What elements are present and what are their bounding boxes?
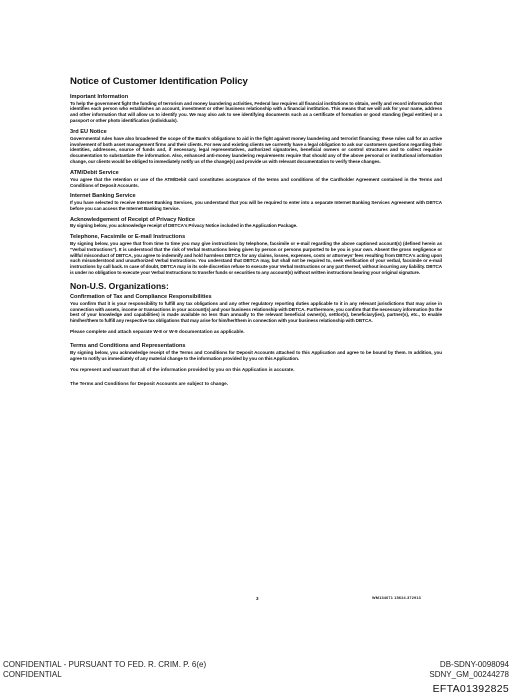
represent-warrant-statement: You represent and warrant that all of the information provided by you on this Application is accurate. xyxy=(70,366,295,372)
footer-confidential-line2: CONFIDENTIAL xyxy=(3,670,62,679)
w8-w9-notice: Please complete and attach separate W-8 or W-9 documentation as applicable. xyxy=(70,329,245,335)
section-text-privacy-notice: By signing below, you acknowledge receipt of DBTCA's Privacy Notice included in the Application Package. xyxy=(70,223,298,229)
section-heading-telephone-instructions: Telephone, Facsimile or E-mail Instructions xyxy=(70,234,186,241)
document-body xyxy=(70,76,442,395)
section-text-telephone-instructions: By signing below, you agree that from time to time you may give instructions by telephone, facsimile or e-mail regarding the above captioned account(s) (defined herein as "Verbal Instructions"). It is understood that the risk of Verbal Instructions being given by person or persons purported to be you is your own. Absent the gross negligence or willful misconduct of DBTCA, you agree to indemnify and hold harmless DBTCA for any claims, losses, expenses, costs or attorneys' fees resulting from DBTCA's acting upon such misunderstood and unauthorized Verbal Instructions. You understand that DBTCA may, but shall not be required to, seek verification of your verbal, facsimile or e-mail instructions by call back. In case of doubt, DBTCA may in its sole discretion refuse to execute your Verbal Instructions or any part thereof, without incurring any liability. DBTCA is under no obligation to execute your Verbal Instructions to transfer funds or securities to any account(s) without written instructions bearing your original signature. xyxy=(70,240,442,276)
section-heading-atm-debit: ATM/Debit Service xyxy=(70,170,119,177)
inner-bates-number: WM134671 15624.372913 xyxy=(372,596,421,600)
section-text-tax-compliance: You confirm that it is your responsibility to fulfill any tax obligations and any other regulatory reporting duties applicable to it in any relevant jurisdictions that may arise in connection with assets, income or transactions in your account(s) and your business relationship with DBTCA. Furthermore, you confirm that the necessary information (to the best of your knowledge and capabilities) is made available no less than annually to the relevant beneficial owner(s), settlor(s), beneficiary(ies), partner(s), etc., to enable him/her/them to fulfill any respective tax obligations that may arise for him/her/them in connection with your business relationship with DBTCA. xyxy=(70,300,442,324)
document-title: Notice of Customer Identification Policy xyxy=(70,76,248,87)
footer-bates-sdny-gm: SDNY_GM_00244278 xyxy=(429,670,509,679)
section-heading-privacy-notice: Acknowledgement of Receipt of Privacy Notice xyxy=(70,216,195,223)
section-text-terms-representations: By signing below, you acknowledge receipt of the Terms and Conditions for Deposit Accounts attached to this Application and agree to be bound by them. In addition, you agree to notify us immediately of any material change to the information provided by you on this Application. xyxy=(70,349,442,361)
non-us-organizations-heading: Non-U.S. Organizations: xyxy=(70,281,169,292)
section-heading-3rd-eu-notice: 3rd EU Notice xyxy=(70,129,107,136)
section-heading-tax-compliance: Confirmation of Tax and Compliance Responsibilities xyxy=(70,294,212,301)
footer-efta-number: EFTA01392825 xyxy=(432,683,509,695)
section-text-atm-debit: You agree that the retention or use of the ATM/Debit card constitutes acceptance of the terms and conditions of the Cardholder Agreement contained in the Terms and Conditions of Deposit Accounts. xyxy=(70,176,442,188)
footer-bates-db-sdny: DB-SDNY-0098094 xyxy=(439,660,509,669)
terms-subject-to-change: The Terms and Conditions for Deposit Accounts are subject to change. xyxy=(70,380,229,386)
section-text-internet-banking: If you have selected to receive Internet Banking Services, you understand that you will be required to enter into a separate Internet Banking Services Agreement with DBTCA before you can access the Internet Banking Service. xyxy=(70,199,442,211)
section-text-3rd-eu-notice: Governmental rules have also broadened the scope of the Bank's obligations to aid in the fight against money laundering and terrorist financing; these rules call for an active involvement of both asset management firms and their clients. For new and existing clients we currently have a legal obligation to ask our customers questions regarding their identities, addresses, source of funds and, if necessary, legal representatives, authorized signatories, beneficial owners or control structures and to collect requisite documentation to substantiate the information. Also, enhanced anti-money laundering requirements require that should any of the above personal or institutional information change, our clients would be obliged to immediately notify us of the change(s) and provide us with relevant documentation to verify these changes. xyxy=(70,135,442,165)
section-text-important-information: To help the government fight the funding of terrorism and money laundering activities, Federal law requires all financial institutions to obtain, verify and record information that identifies each person who establishes an account, investment or other business relationship with a financial institution. This means that we will ask for your name, address and other information that will allow us to identify you. We may also ask to see identifying documents such as a certificate of formation or good standing (legal entities) or a passport or other photo identification (individuals). xyxy=(70,100,442,124)
page-number: 3 xyxy=(256,596,259,601)
section-heading-important-information: Important Information xyxy=(70,94,129,100)
section-heading-internet-banking: Internet Banking Service xyxy=(70,193,136,200)
section-heading-terms-representations: Terms and Conditions and Representations xyxy=(70,343,186,350)
footer-confidential-line1: CONFIDENTIAL - PURSUANT TO FED. R. CRIM. P. 6(e) xyxy=(3,660,207,669)
